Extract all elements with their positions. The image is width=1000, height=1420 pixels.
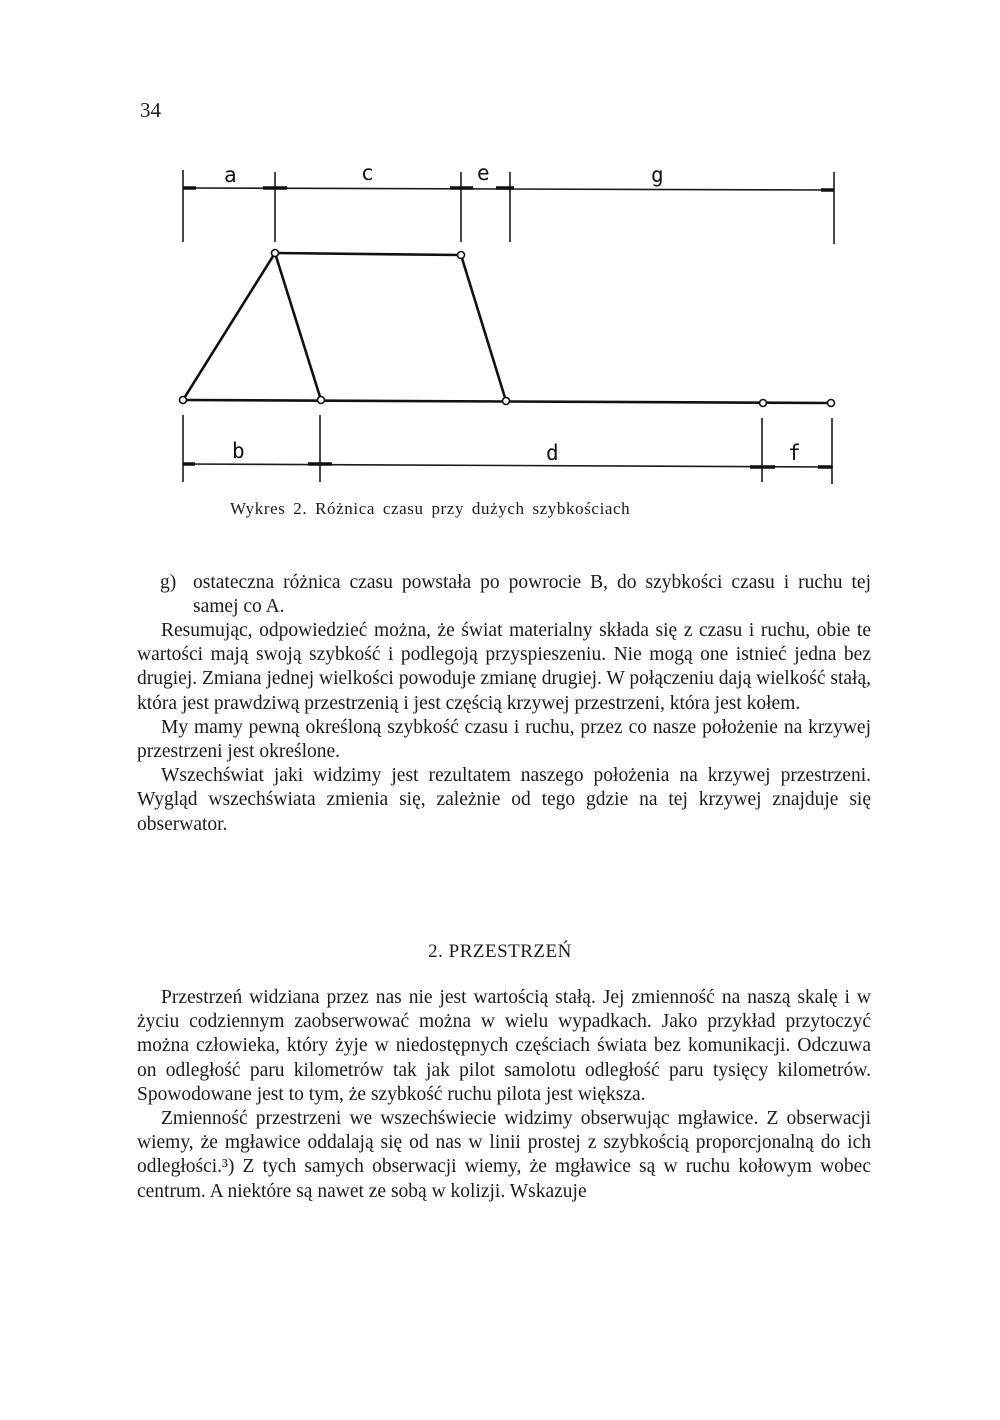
node-point [272,250,279,257]
diagram-label-d: d [546,441,559,465]
diagram-edge-inner [275,253,321,400]
diagram-label-e: e [477,161,490,185]
diagram-label-b: b [232,439,245,463]
page-number: 34 [140,98,161,122]
bottom-dimension-line [183,464,833,467]
paragraph: Wszechświat jaki widzimy jest rezultatem naszego położenia na krzywej przestrzeni. Wygląd wszechświata zmienia się, zależnie od tego gdzie na tej krzywej znajduje się obserwator. [137,765,871,835]
node-point [503,398,510,405]
list-item-label: g) [160,572,177,593]
body-text-after-heading [137,986,871,1204]
paragraph: Resumując, odpowiedzieć można, że świat materialny składa się z czasu i ruchu, obie te wartości mają swoją szybkość i podlegoją przyspieszeniu. Nie mogą one istnieć jedna bez drugiej. Zmiana jednej wielkości powoduje zmianę drugiej. W połączeniu dają wielkość stałą, która jest prawdziwą przestrzenią i jest częścią krzywej przestrzeni, która jest kołem. [137,620,871,714]
figure-diagram [0,0,1000,540]
node-point [760,400,767,407]
list-item-g [160,571,871,619]
paragraph: Przestrzeń widziana przez nas nie jest wartością stałą. Jej zmienność na naszą skalę i w życiu codziennym zaobserwować można w wielu wypadkach. Jako przykład przytoczyć można człowieka, który żyje w niedostępnych częściach świata bez komunikacji. Odczuwa on odległość paru kilometrów tak jak pilot samolotu odległość paru tysięcy kilometrów. Spowodowane jest to tym, że szybkość ruchu pilota jest większa. [137,987,871,1105]
node-point [180,397,187,404]
diagram-label-g: g [651,163,664,187]
paragraph: My mamy pewną określoną szybkość czasu i ruchu, przez co nasze położenie na krzywej przestrzeni jest określone. [137,716,871,763]
section-heading: 2. PRZESTRZEŃ [428,941,572,962]
list-item-text: ostateczna różnica czasu powstała po powrocie B, do szybkości czasu i ruchu tej samej co A. [193,572,871,618]
node-point [828,400,835,407]
paragraph: Zmienność przestrzeni we wszechświecie widzimy obserwując mgławice. Z obserwacji wiemy, że mgławice oddalają się od nas w linii prostej z szybkością proporcjonalną do ich odległości.³) Z tych samych obserwacji wiemy, że mgławice są w ruchu kołowym wobec centrum. A niektóre są nawet ze sobą w kolizji. Wskazuje [137,1108,871,1202]
diagram-label-c: c [361,161,374,185]
node-point [458,252,465,259]
diagram-label-a: a [224,163,237,187]
diagram-edge-left [183,253,275,400]
diagram-label-f: f [788,441,801,465]
figure-caption: Wykres 2. Różnica czasu przy dużych szybkościach [230,499,631,518]
node-point [318,397,325,404]
body-text-before-heading [137,619,871,837]
diagram-edge-right [461,255,506,401]
diagram-edge-top [275,253,461,255]
